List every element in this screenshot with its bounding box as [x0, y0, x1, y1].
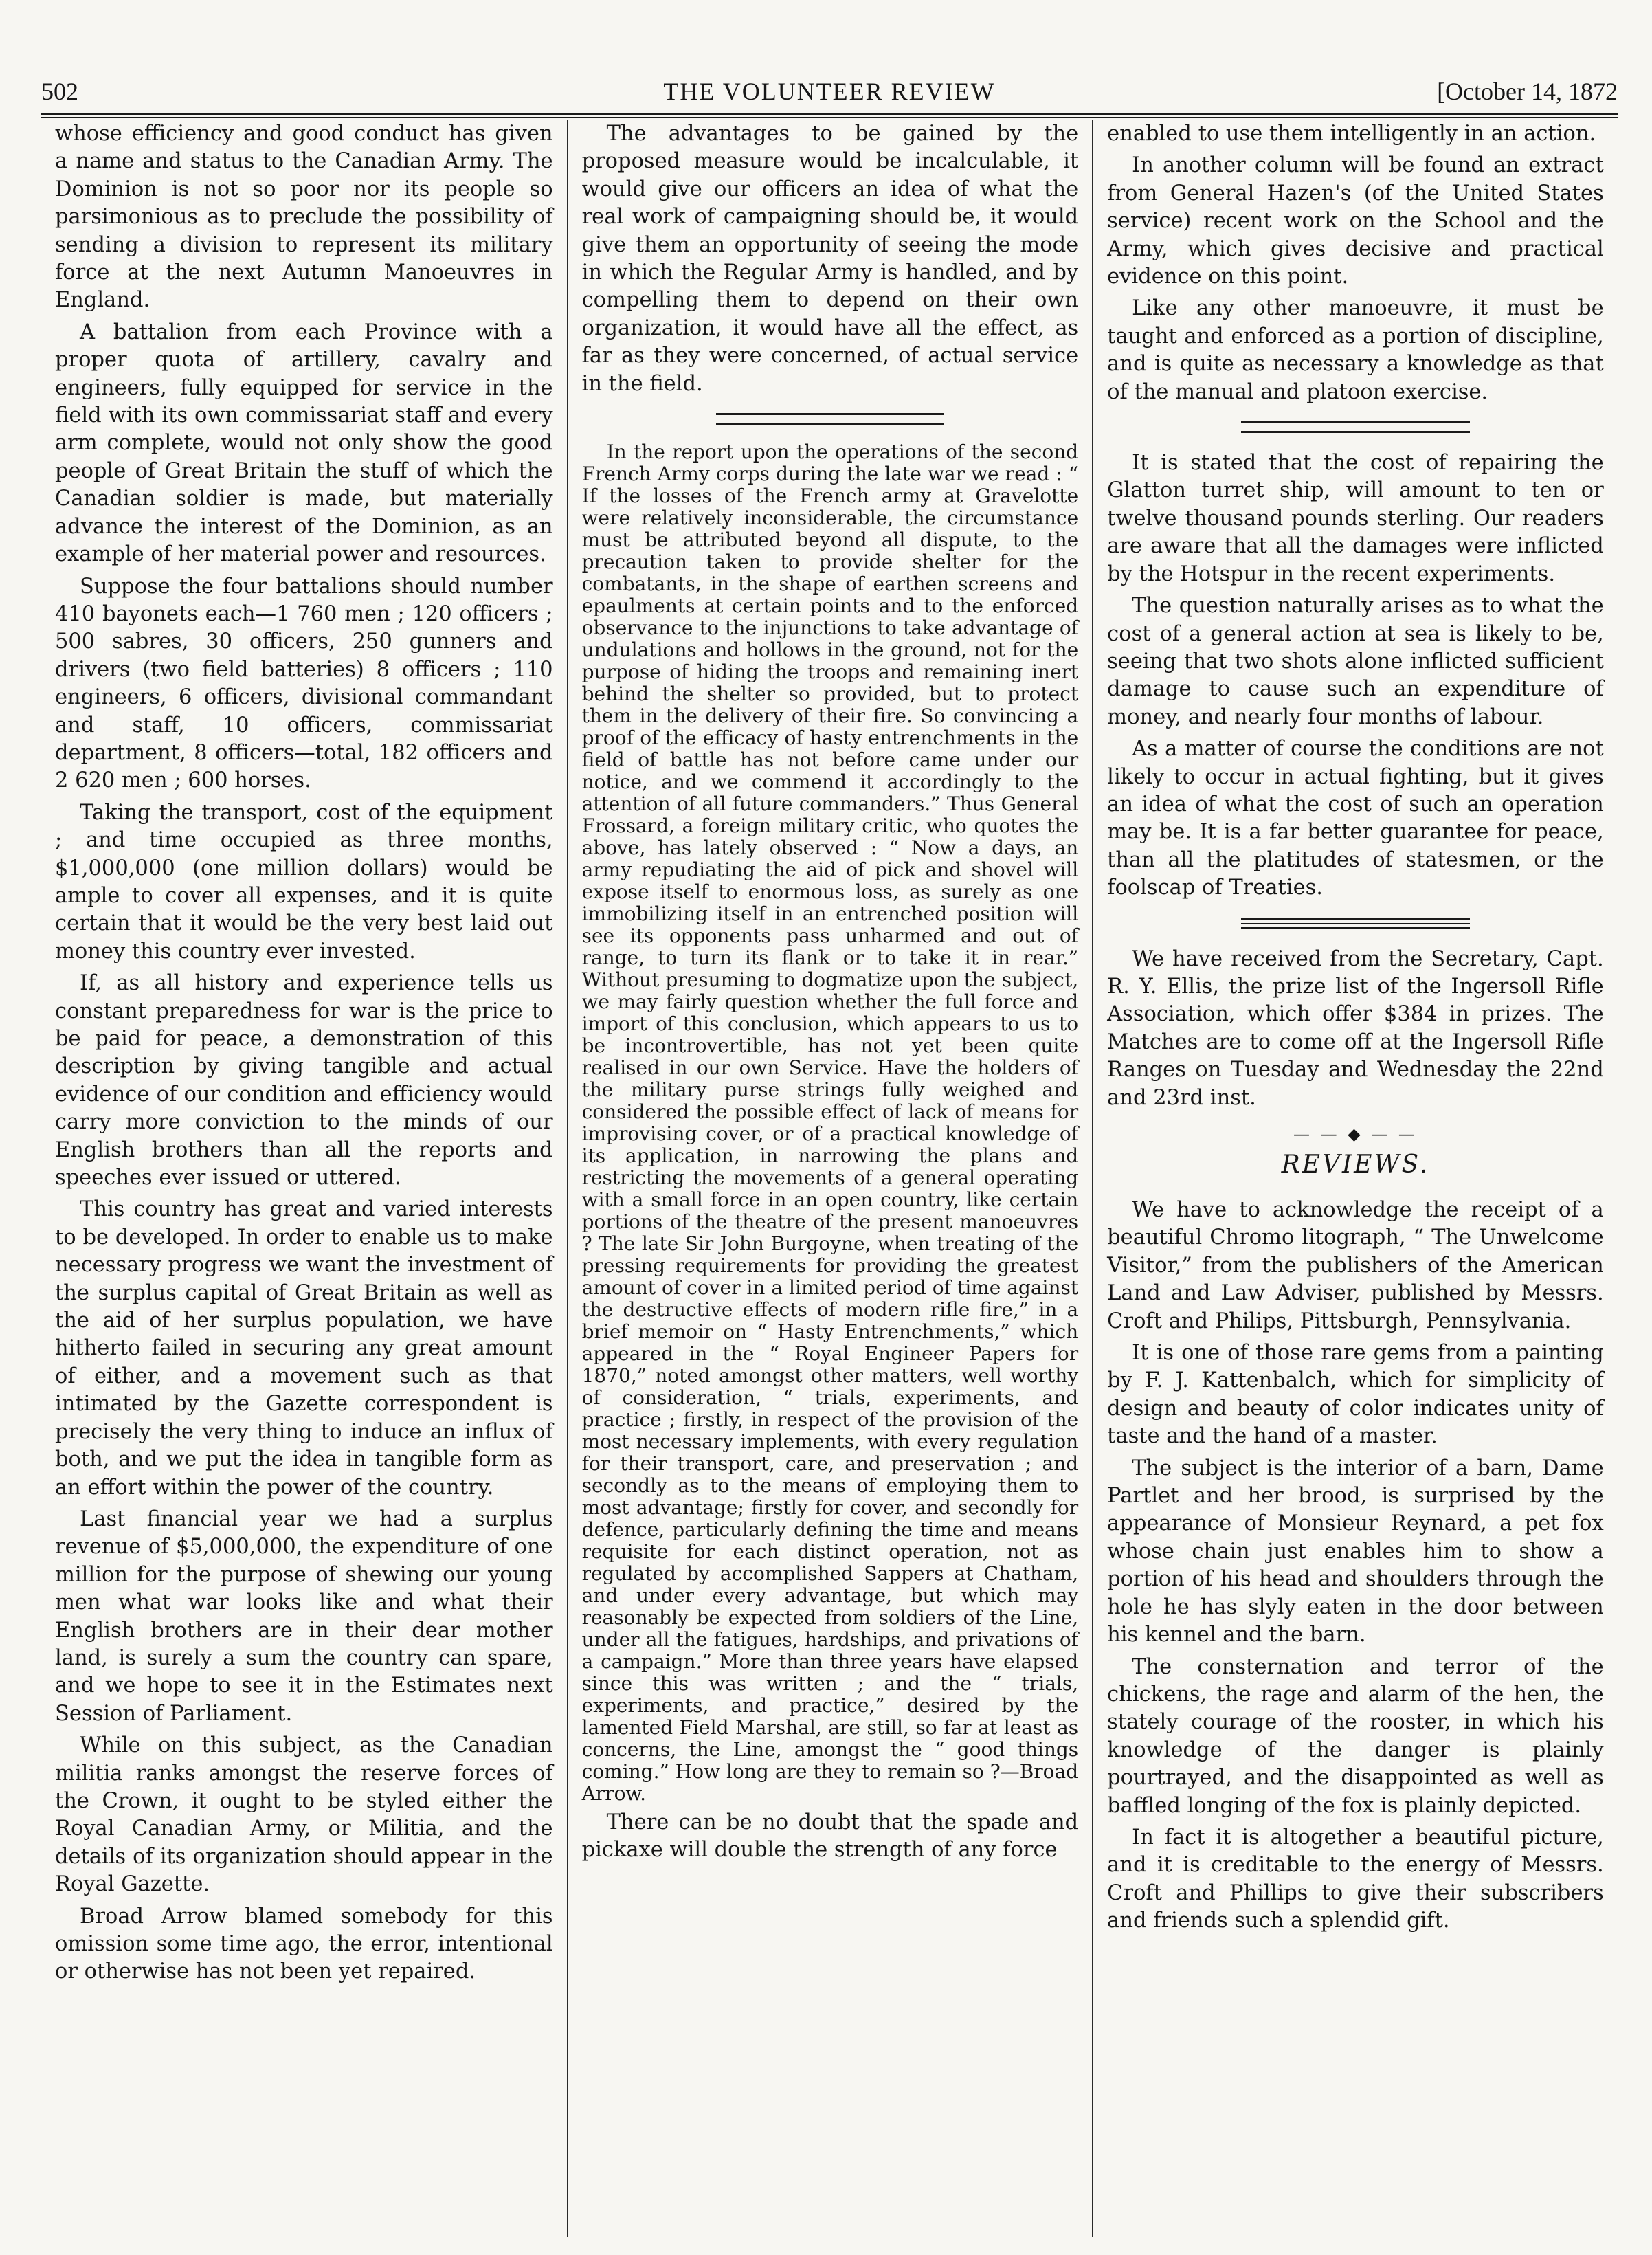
paragraph: Suppose the four battalions should number 410 bayonets each—1 760 men ; 120 officers ; 500 sabres, 30 officers, 250 gunners and drivers (two field batteries) 8 officers ; 110 engineers, 6 officers, divisional commandant and staff, 10 officers, commissariat department, 8 officers—total, 182 officers and 2 620 men ; 600 horses. [55, 574, 553, 793]
section-separator [1241, 918, 1469, 929]
paragraph: In fact it is altogether a beautiful picture, and it is creditable to the energy of Messrs. Croft and Phillips to give their subscribers and friends such a splendid gift. [1107, 1825, 1604, 1933]
column-3 [1092, 120, 1618, 2237]
paragraph: whose efficiency and good conduct has given a name and status to the Canadian Army. The Dominion is not so poor nor its people so parsimonious as to preclude the possibility of sending a division to represent its military force at the next Autumn Manoeuvres in England. [55, 122, 553, 313]
paragraph: The subject is the interior of a barn, Dame Partlet and her brood, is surprised by the appearance of Monsieur Reynard, a pet fox whose chain just enables him to show a portion of his head and shoulders through the hole he has slyly eaten in the door between his kennel and the barn. [1107, 1456, 1604, 1647]
column-2 [567, 120, 1093, 2237]
page-number: 502 [41, 78, 78, 105]
paragraph: A battalion from each Province with a proper quota of artillery, cavalry and engineers, fully equipped for service in the field with its own commissariat staff and every arm complete, would not only show the good people of Great Britain the stuff of which the Canadian soldier is made, but materially advance the interest of the Dominion, as an example of her material power and resources. [55, 320, 553, 567]
section-title-reviews: REVIEWS. [1281, 1151, 1430, 1179]
header-rule-thin [41, 117, 1618, 118]
paragraph: Broad Arrow blamed somebody for this omission some time ago, the error, intentional or otherwise has not been yet repaired. [55, 1904, 553, 1984]
paragraph: As a matter of course the conditions are not likely to occur in actual fighting, but it gives an idea of what the cost of such an operation may be. It is a far better guarantee for peace, than all the platitudes of statesmen, or the foolscap of Treaties. [1107, 737, 1604, 900]
paragraph: If, as all history and experience tells us constant preparedness for war is the price to be paid for peace, a demonstration of this description by giving tangible and actual evidence of our condition and efficiency would carry more conviction to the minds of our English brothers than all the reports and speeches ever issued or uttered. [55, 971, 553, 1190]
column-1 [41, 120, 567, 2237]
page-header [41, 77, 1618, 109]
paragraph: In another column will be found an extract from General Hazen's (of the United States service) recent work on the School and the Army, which gives decisive and practical evidence on this point. [1107, 153, 1604, 289]
issue-date: [October 14, 1872 [1437, 78, 1618, 105]
paragraph: It is stated that the cost of repairing the Glatton turret ship, will amount to ten or twelve thousand pounds sterling. Our readers are aware that all the damages were inflicted by the Hotspur in the recent experiments. [1107, 451, 1604, 586]
paragraph: We have to acknowledge the receipt of a beautiful Chromo litograph, “ The Unwelcome Visitor,” from the publishers of the American Land and Law Adviser, published by Messrs. Croft and Philips, Pittsburgh, Pennsylvania. [1107, 1198, 1604, 1333]
paragraph: The advantages to be gained by the proposed measure would be incalculable, it would give our officers an idea of what the real work of campaigning should be, it would give them an opportunity of seeing the mode in which the Regular Army is handled, and by compelling them to depend on their own organization, it would have all the effect, as far as they were concerned, of actual service in the field. [581, 122, 1079, 396]
paragraph: This country has great and varied interests to be developed. In order to enable us to make necessary progress we want the investment of the surplus capital of Great Britain as well as the aid of her surplus population, we have hitherto failed in securing any great amount of either, and a movement such as that intimated by the Gazette correspondent is precisely the very thing to induce an influx of both, and we put the idea in tangible form as an effort within the power of the country. [55, 1197, 553, 1500]
paragraph: We have received from the Secretary, Capt. R. Y. Ellis, the prize list of the Ingersoll Rifle Association, which offer $384 in prizes. The Matches are to come off at the Ingersoll Rifle Ranges on Tuesday and Wednesday the 22nd and 23rd inst. [1107, 946, 1604, 1110]
paragraph: There can be no doubt that the spade and pickaxe will double the strength of any force [581, 1810, 1079, 1863]
paragraph: Like any other manoeuvre, it must be taught and enforced as a portion of discipline, and is quite as necessary a knowledge as that of the manual and platoon exercise. [1107, 296, 1604, 404]
paragraph: Last financial year we had a surplus revenue of $5,000,000, the expenditure of one million for the purpose of shewing our young men what war looks like and what their English brothers are in their dear mother land, is surely a sum the country can spare, and we hope to see it in the Estimates next Session of Parliament. [55, 1507, 553, 1726]
publication-title: THE VOLUNTEER REVIEW [663, 78, 996, 105]
paragraph: While on this subject, as the Canadian militia ranks amongst the reserve forces of the Crown, it ought to be styled either the Royal Canadian Army, or Militia, and the details of its organization should appear in the Royal Gazette. [55, 1733, 553, 1897]
paragraph: Taking the transport, cost of the equipment ; and time occupied as three months, $1,000,000 (one million dollars) would be ample to cover all expenses, and it is quite certain that it would be the very best laid out money this country ever invested. [55, 800, 553, 964]
paragraph: enabled to use them intelligently in an action. [1107, 122, 1596, 146]
paragraph: It is one of those rare gems from a painting by F. J. Kattenbalch, which for simplicity of design and beauty of color indicates unity of taste and the hand of a master. [1107, 1341, 1604, 1449]
ornament-divider: — — ◆ — — [1293, 1124, 1418, 1144]
header-rule [41, 113, 1618, 115]
paragraph: The consternation and terror of the chickens, the rage and alarm of the hen, the stately courage of the rooster, in which his knowledge of the danger is plainly pourtrayed, and the disappointed as well as baffled longing of the fox is plainly depicted. [1107, 1654, 1604, 1818]
section-separator [716, 413, 944, 425]
section-separator [1241, 421, 1469, 433]
paragraph: In the report upon the operations of the second French Army corps during the late war we read : “ If the losses of the French army at Gravelotte were relatively inconsiderable, the circumstance must be attributed beyond all dispute, to the precaution taken to provide shelter for the combatants, in the shape of earthen screens and epaulments at certain points and to the enforced observance to the injunctions to take advantage of undulations and hollows in the ground, not for the purpose of hiding the troops and remaining inert behind the shelter so provided, but to protect them in the delivery of their fire. So convincing a proof of the efficacy of hasty entrenchments in the field of battle has not before came under our notice, and we commend it accordingly to the attention of all future commanders.” Thus General Frossard, a foreign military critic, who quotes the above, has lately observed : “ Now a days, an army repudiating the aid of pick and shovel will expose itself to enormous loss, as surely as one immobilizing itself in an entrenched position will see its opponents pass unharmed and out of range, to turn its flank or to take it in rear.” Without presuming to dogmatize upon the subject, we may fairly question whether the full force and import of this conclusion, which appears to us to be incontrovertible, has not yet been quite realised in our own Service. Have the holders of the military purse strings fully weighed and considered the possible effect of lack of means for improvising cover, or of a practical knowledge of its application, in narrowing the plans and restricting the movements of a general operating with a small force in an open country, like certain portions of the theatre of the present manoeuvres ? The late Sir John Burgoyne, when treating of the pressing requirements for providing the greatest amount of cover in a limited period of time against the destructive effects of modern rifle fire,” in a brief memoir on “ Hasty Entrenchments,” which appeared in the “ Royal Engineer Papers for 1870,” noted amongst other matters, well worthy of consideration, “ trials, experiments, and practice ; firstly, in respect of the provision of the most necessary implements, with every regulation for their transport, care, and preservation ; and secondly as to the means of employing them to most advantage; firstly for cover, and secondly for defence, particularly defining the time and means requisite for each distinct operation, not as regulated by accomplished Sappers at Chatham, and under every advantage, but which may reasonably be expected from soldiers of the Line, under all the fatigues, hardships, and privations of a campaign.” More than three years have elapsed since this was written ; and the “ trials, experiments, and practice,” desired by the lamented Field Marshal, are still, so far at least as concerns, the Line, amongst the “ good things coming.” How long are they to remain so ?—Broad Arrow. [581, 441, 1079, 1806]
columns [41, 120, 1618, 2237]
paragraph: The question naturally arises as to what the cost of a general action at sea is likely to be, seeing that two shots alone inflicted sufficient damage to cause such an expenditure of money, and nearly four months of labour. [1107, 594, 1604, 729]
